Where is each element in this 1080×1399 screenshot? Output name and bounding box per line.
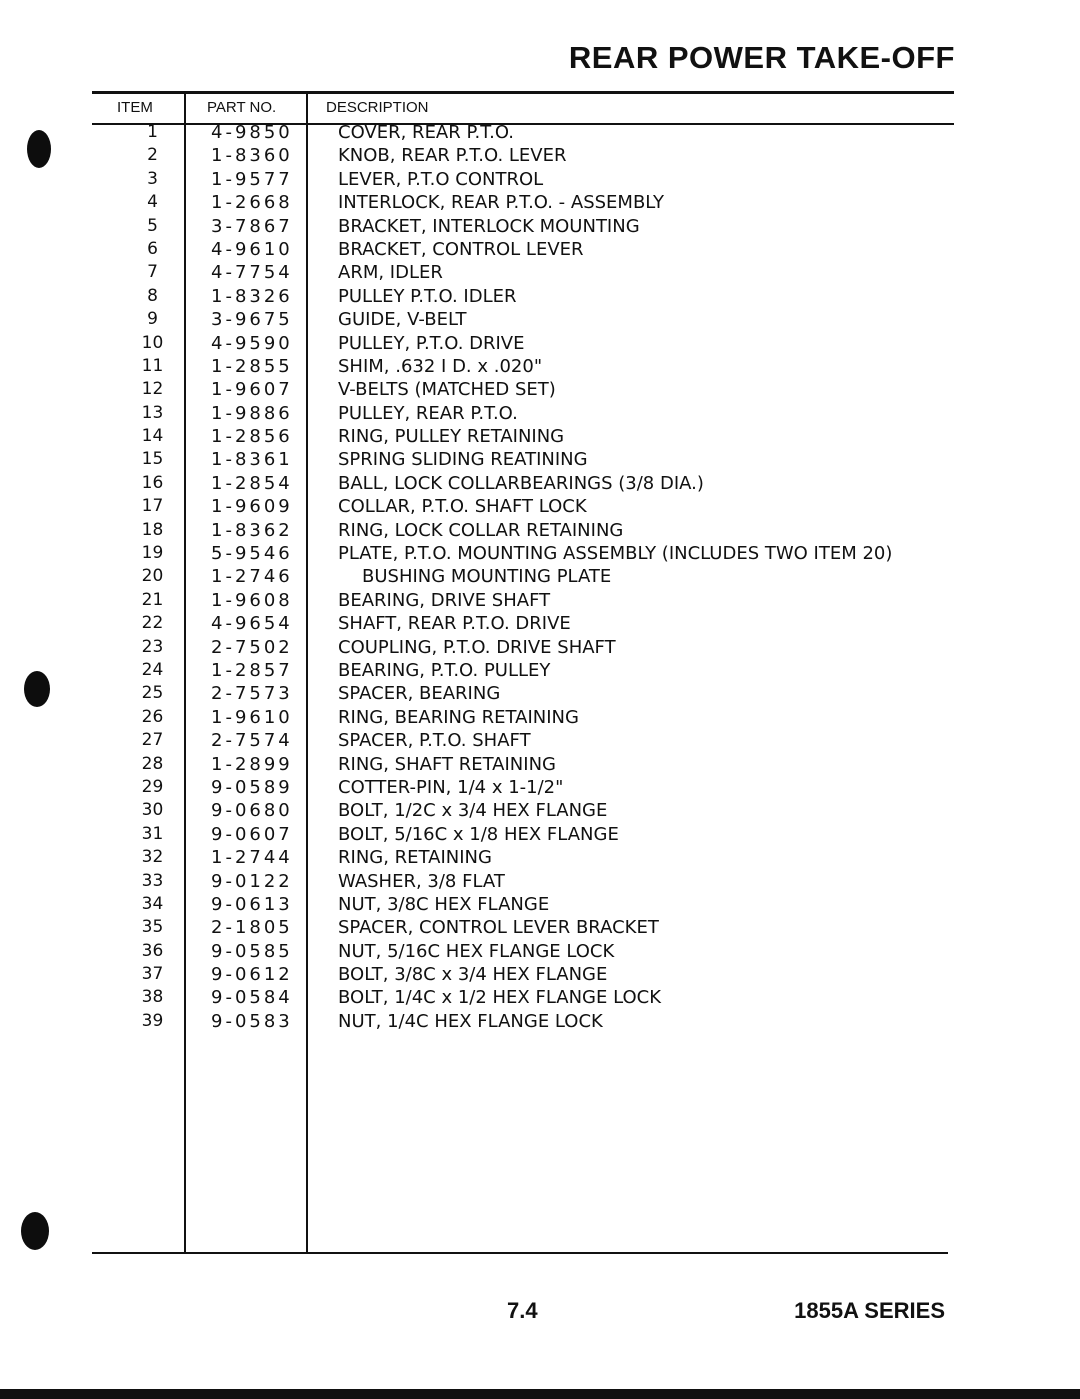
table-row bbox=[0, 753, 1080, 776]
table-row bbox=[0, 682, 1080, 705]
part-description: V-BELTS (MATCHED SET) bbox=[338, 379, 556, 401]
table-row bbox=[0, 776, 1080, 799]
table-row bbox=[0, 589, 1080, 612]
part-description: NUT, 1/4C HEX FLANGE LOCK bbox=[338, 1010, 603, 1032]
item-number: 11 bbox=[141, 355, 164, 376]
table-row bbox=[0, 285, 1080, 308]
table-row bbox=[0, 799, 1080, 822]
item-number: 19 bbox=[141, 543, 164, 564]
item-number: 21 bbox=[141, 589, 164, 610]
part-number: 9-0589 bbox=[211, 776, 293, 798]
table-row bbox=[0, 308, 1080, 331]
item-number: 39 bbox=[141, 1010, 164, 1031]
table-row bbox=[0, 963, 1080, 986]
part-number: 4-7754 bbox=[211, 262, 293, 284]
part-number: 1-9577 bbox=[211, 168, 293, 190]
table-row bbox=[0, 238, 1080, 261]
table-row bbox=[0, 823, 1080, 846]
page-title: REAR POWER TAKE-OFF bbox=[568, 40, 955, 75]
part-number: 1-2854 bbox=[211, 472, 293, 494]
item-number: 18 bbox=[141, 519, 164, 540]
part-number: 9-0607 bbox=[211, 823, 293, 845]
item-number: 22 bbox=[141, 613, 164, 634]
part-number: 1-9609 bbox=[211, 496, 293, 518]
part-number: 1-2856 bbox=[211, 426, 293, 448]
part-description: BRACKET, CONTROL LEVER bbox=[338, 238, 584, 260]
part-description: NUT, 3/8C HEX FLANGE bbox=[338, 893, 550, 915]
part-number: 1-9886 bbox=[211, 402, 293, 424]
part-description: NUT, 5/16C HEX FLANGE LOCK bbox=[338, 940, 615, 962]
item-number: 25 bbox=[141, 683, 164, 704]
part-description: RING, LOCK COLLAR RETAINING bbox=[338, 519, 624, 541]
part-number: 1-8360 bbox=[211, 145, 293, 167]
table-row bbox=[0, 215, 1080, 238]
part-description: BOLT, 1/4C x 1/2 HEX FLANGE LOCK bbox=[338, 987, 662, 1009]
part-description: PULLEY P.T.O. IDLER bbox=[338, 285, 517, 307]
table-row bbox=[0, 542, 1080, 565]
item-number: 10 bbox=[141, 332, 164, 353]
part-number: 1-9607 bbox=[211, 379, 293, 401]
part-number: 9-0584 bbox=[211, 987, 293, 1009]
part-number: 1-2668 bbox=[211, 192, 293, 214]
table-row bbox=[0, 448, 1080, 471]
item-number: 8 bbox=[147, 285, 158, 306]
item-number: 36 bbox=[141, 940, 164, 961]
part-description: RING, SHAFT RETAINING bbox=[338, 753, 556, 775]
part-description: BOLT, 3/8C x 3/4 HEX FLANGE bbox=[338, 964, 608, 986]
part-description: PLATE, P.T.O. MOUNTING ASSEMBLY (INCLUDES TWO ITEM 20) bbox=[338, 543, 893, 565]
part-number: 4-9590 bbox=[211, 332, 293, 354]
part-description: RING, PULLEY RETAINING bbox=[338, 426, 565, 448]
item-number: 5 bbox=[147, 215, 158, 236]
item-number: 35 bbox=[141, 917, 164, 938]
part-description: ARM, IDLER bbox=[338, 262, 443, 284]
header-item: ITEM bbox=[117, 99, 153, 116]
part-number: 4-9654 bbox=[211, 613, 293, 635]
item-number: 7 bbox=[147, 262, 158, 283]
item-number: 38 bbox=[141, 987, 164, 1008]
table-bottom-rule bbox=[92, 1252, 948, 1254]
table-row bbox=[0, 332, 1080, 355]
table-row bbox=[0, 846, 1080, 869]
item-number: 6 bbox=[147, 238, 158, 259]
part-number: 2-7573 bbox=[211, 683, 293, 705]
table-row bbox=[0, 870, 1080, 893]
header-description: DESCRIPTION bbox=[326, 99, 429, 116]
part-number: 1-9608 bbox=[211, 589, 293, 611]
table-row bbox=[0, 495, 1080, 518]
table-row bbox=[0, 612, 1080, 635]
part-description: SHAFT, REAR P.T.O. DRIVE bbox=[338, 613, 571, 635]
table-row bbox=[0, 706, 1080, 729]
part-number: 1-8326 bbox=[211, 285, 293, 307]
item-number: 29 bbox=[141, 776, 164, 797]
header-part-no: PART NO. bbox=[207, 99, 277, 116]
table-row bbox=[0, 1010, 1080, 1033]
part-description: PULLEY, P.T.O. DRIVE bbox=[338, 332, 525, 354]
part-description: COTTER-PIN, 1/4 x 1-1/2" bbox=[338, 776, 564, 798]
table-row bbox=[0, 402, 1080, 425]
item-number: 17 bbox=[141, 496, 164, 517]
part-number: 9-0613 bbox=[211, 893, 293, 915]
table-row bbox=[0, 636, 1080, 659]
part-description: PULLEY, REAR P.T.O. bbox=[338, 402, 518, 424]
part-number: 1-2899 bbox=[211, 753, 293, 775]
part-description: RING, RETAINING bbox=[338, 847, 492, 869]
part-description: SPRING SLIDING REATINING bbox=[338, 449, 588, 471]
part-number: 9-0680 bbox=[211, 800, 293, 822]
part-number: 3-7867 bbox=[211, 215, 293, 237]
part-description: BEARING, P.T.O. PULLEY bbox=[338, 659, 551, 681]
part-description: BEARING, DRIVE SHAFT bbox=[338, 589, 551, 611]
item-number: 30 bbox=[141, 800, 164, 821]
item-number: 12 bbox=[141, 379, 164, 400]
table-row bbox=[0, 729, 1080, 752]
parts-table-body bbox=[0, 121, 1080, 1033]
punch-hole-bottom bbox=[21, 1212, 49, 1250]
part-number: 2-7502 bbox=[211, 636, 293, 658]
part-number: 5-9546 bbox=[211, 543, 293, 565]
part-description: COUPLING, P.T.O. DRIVE SHAFT bbox=[338, 636, 616, 658]
part-description: GUIDE, V-BELT bbox=[338, 309, 467, 331]
table-row bbox=[0, 355, 1080, 378]
item-number: 2 bbox=[147, 145, 158, 166]
part-number: 1-2855 bbox=[211, 355, 293, 377]
part-description: COVER, REAR P.T.O. bbox=[338, 122, 514, 143]
item-number: 24 bbox=[141, 659, 164, 680]
title-rule bbox=[92, 91, 954, 94]
part-description: BRACKET, INTERLOCK MOUNTING bbox=[338, 215, 640, 237]
part-number: 1-2744 bbox=[211, 847, 293, 869]
part-number: 1-2746 bbox=[211, 566, 293, 588]
item-number: 14 bbox=[141, 426, 164, 447]
page-number: 7.4 bbox=[507, 1298, 538, 1323]
part-description: SPACER, P.T.O. SHAFT bbox=[338, 730, 531, 752]
table-row bbox=[0, 191, 1080, 214]
part-number: 4-9610 bbox=[211, 238, 293, 260]
part-description: SPACER, CONTROL LEVER BRACKET bbox=[338, 917, 659, 939]
part-description: KNOB, REAR P.T.O. LEVER bbox=[338, 145, 567, 167]
item-number: 27 bbox=[141, 730, 164, 751]
item-number: 34 bbox=[141, 893, 164, 914]
table-row bbox=[0, 168, 1080, 191]
item-number: 37 bbox=[141, 964, 164, 985]
item-number: 15 bbox=[141, 449, 164, 470]
part-number: 3-9675 bbox=[211, 309, 293, 331]
item-number: 33 bbox=[141, 870, 164, 891]
table-row bbox=[0, 565, 1080, 588]
part-number: 4-9850 bbox=[211, 122, 293, 143]
table-row bbox=[0, 519, 1080, 542]
part-description: BUSHING MOUNTING PLATE bbox=[362, 566, 612, 588]
part-description: WASHER, 3/8 FLAT bbox=[338, 870, 505, 892]
item-number: 3 bbox=[147, 168, 158, 189]
table-row bbox=[0, 425, 1080, 448]
part-description: RING, BEARING RETAINING bbox=[338, 706, 579, 728]
part-number: 9-0122 bbox=[211, 870, 293, 892]
table-row bbox=[0, 659, 1080, 682]
part-description: BOLT, 5/16C x 1/8 HEX FLANGE bbox=[338, 823, 619, 845]
table-row bbox=[0, 986, 1080, 1009]
part-number: 2-7574 bbox=[211, 730, 293, 752]
part-description: INTERLOCK, REAR P.T.O. - ASSEMBLY bbox=[338, 192, 664, 214]
scan-border bbox=[0, 1389, 1080, 1399]
item-number: 9 bbox=[147, 309, 158, 330]
table-row bbox=[0, 893, 1080, 916]
part-number: 1-9610 bbox=[211, 706, 293, 728]
table-row bbox=[0, 121, 1080, 144]
part-number: 1-8362 bbox=[211, 519, 293, 541]
part-description: SHIM, .632 I D. x .020" bbox=[338, 355, 543, 377]
part-number: 1-8361 bbox=[211, 449, 293, 471]
part-number: 9-0585 bbox=[211, 940, 293, 962]
part-number: 2-1805 bbox=[211, 917, 293, 939]
table-row bbox=[0, 261, 1080, 284]
item-number: 31 bbox=[141, 823, 164, 844]
table-row bbox=[0, 378, 1080, 401]
series-label: 1855A SERIES bbox=[794, 1298, 945, 1323]
part-number: 9-0583 bbox=[211, 1010, 293, 1032]
table-row bbox=[0, 916, 1080, 939]
part-description: BOLT, 1/2C x 3/4 HEX FLANGE bbox=[338, 800, 608, 822]
table-row bbox=[0, 144, 1080, 167]
part-number: 1-2857 bbox=[211, 659, 293, 681]
part-description: SPACER, BEARING bbox=[338, 683, 501, 705]
table-row bbox=[0, 940, 1080, 963]
item-number: 26 bbox=[141, 706, 164, 727]
part-description: COLLAR, P.T.O. SHAFT LOCK bbox=[338, 496, 587, 518]
part-description: BALL, LOCK COLLARBEARINGS (3/8 DIA.) bbox=[338, 472, 704, 494]
item-number: 13 bbox=[141, 402, 164, 423]
item-number: 1 bbox=[147, 122, 158, 142]
item-number: 4 bbox=[147, 192, 158, 213]
item-number: 28 bbox=[141, 753, 164, 774]
item-number: 23 bbox=[141, 636, 164, 657]
part-description: LEVER, P.T.O CONTROL bbox=[338, 168, 544, 190]
table-row bbox=[0, 472, 1080, 495]
item-number: 32 bbox=[141, 847, 164, 868]
item-number: 20 bbox=[141, 566, 164, 587]
item-number: 16 bbox=[141, 472, 164, 493]
part-number: 9-0612 bbox=[211, 964, 293, 986]
